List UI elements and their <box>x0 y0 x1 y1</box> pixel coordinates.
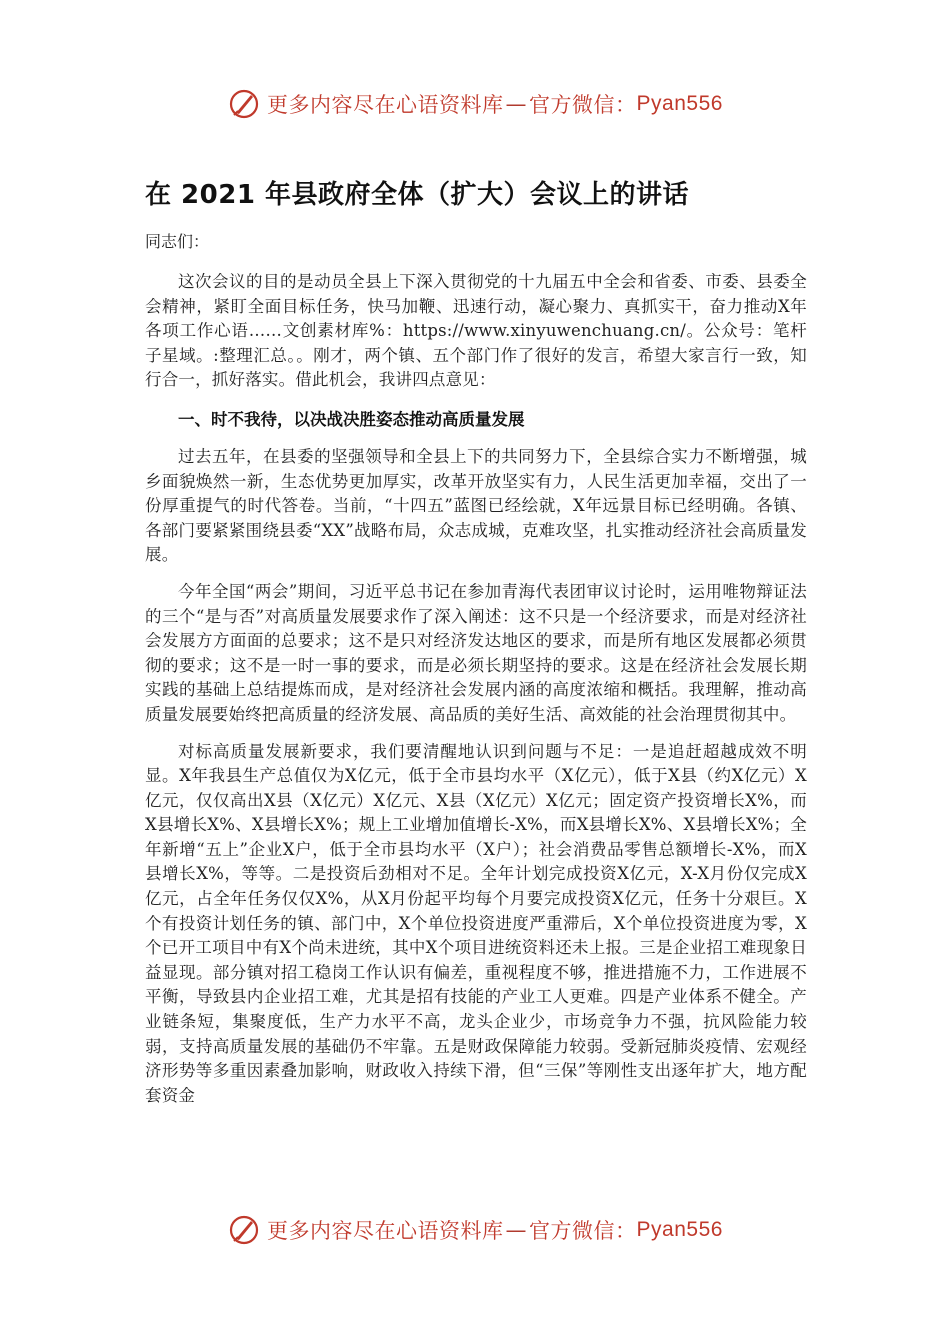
body-paragraph-2: 今年全国“两会”期间，习近平总书记在参加青海代表团审议讨论时，运用唯物辩证法的三个“是与否”对高质量发展要求作了深入阐述：这不只是一个经济要求，而是对经济社会发展方方面面的总要求；这不是只对经济发达地区的要求，而是所有地区发展都必须贯彻的要求；这不是一时一事的要求，而是必须长期坚持的要求。这是在经济社会发展长期实践的基础上总结提炼而成，是对经济社会发展内涵的高度浓缩和概括。我理解，推动高质量发展要始终把高质量的经济发展、高品质的美好生活、高效能的社会治理贯彻其中。 <box>145 581 807 724</box>
banner-wechat-label: 官方微信： <box>529 1219 637 1243</box>
bottom-banner <box>0 1210 950 1250</box>
quill-logo-icon <box>227 1213 261 1247</box>
section-heading-1: 一、时不我待，以决战决胜姿态推动高质量发展 <box>178 409 525 429</box>
document-body <box>145 172 807 1108</box>
banner-text: 更多内容尽在心语资料库 <box>267 93 504 117</box>
intro-paragraph: 这次会议的目的是动员全县上下深入贯彻党的十九届五中全会和省委、市委、县委全会精神，紧盯全面目标任务，快马加鞭、迅速行动，凝心聚力、真抓实干，奋力推动X年各项工作心语……文创素材库%：https://www.xinyuwenchuang.cn/。公众号：笔杆子星域。:整理汇总。。刚才，两个镇、五个部门作了很好的发言，希望大家言行一致，知行合一，抓好落实。借此机会，我讲四点意见： <box>145 272 807 390</box>
banner-text: 更多内容尽在心语资料库 <box>267 1219 504 1243</box>
body-paragraph-3: 对标高质量发展新要求，我们要清醒地认识到问题与不足：一是追赶超越成效不明显。X年我县生产总值仅为X亿元，低于全市县均水平（X亿元），低于X县（约X亿元）X亿元，仅仅高出X县（X亿元）X亿元、X县（X亿元）X亿元；固定资产投资增长X%，而X县增长X%、X县增长X%；规上工业增加值增长-X%，而X县增长X%、X县增长X%；全年新增“五上”企业X户，低于全市县均水平（X户）；社会消费品零售总额增长-X%，而X县增长X%，等等。二是投资后劲相对不足。全年计划完成投资X亿元，X-X月份仅完成X亿元，占全年任务仅仅X%，从X月份起平均每个月要完成投资X亿元，任务十分艰巨。X个有投资计划任务的镇、部门中，X个单位投资进度严重滞后，X个单位投资进度为零，X个已开工项目中有X个尚未进统，其中X个项目进统资料还未上报。三是企业招工难现象日益显现。部分镇对招工稳岗工作认识有偏差，重视程度不够，推进措施不力，工作进展不平衡，导致县内企业招工难，尤其是招有技能的产业工人更难。四是产业体系不健全。产业链条短，集聚度低，生产力水平不高，龙头企业少，市场竞争力不强，抗风险能力较弱，支持高质量发展的基础仍不牢靠。五是财政保障能力较弱。受新冠肺炎疫情、宏观经济形势等多重因素叠加影响，财政收入持续下滑，但“三保”等刚性支出逐年扩大，地方配套资金 <box>145 741 807 1105</box>
banner-separator: — <box>505 1218 528 1242</box>
banner-wechat-id: Pyan556 <box>636 92 723 115</box>
banner-wechat-label: 官方微信： <box>529 93 637 117</box>
body-paragraph-1: 过去五年，在县委的坚强领导和全县上下的共同努力下，全县综合实力不断增强，城乡面貌焕然一新，生态优势更加厚实，改革开放坚实有力，人民生活更加幸福，交出了一份厚重提气的时代答卷。当前，“十四五”蓝图已经绘就，X年远景目标已经明确。各镇、各部门要紧紧围绕县委“XX”战略布局，众志成城，克难攻坚，扎实推动经济社会高质量发展。 <box>145 446 807 565</box>
banner-wechat-id: Pyan556 <box>636 1218 723 1241</box>
salutation: 同志们： <box>145 232 210 251</box>
document-title: 在 2021 年县政府全体（扩大）会议上的讲话 <box>145 180 689 210</box>
top-banner <box>0 84 950 124</box>
banner-separator: — <box>505 92 528 116</box>
quill-logo-icon <box>227 87 261 121</box>
